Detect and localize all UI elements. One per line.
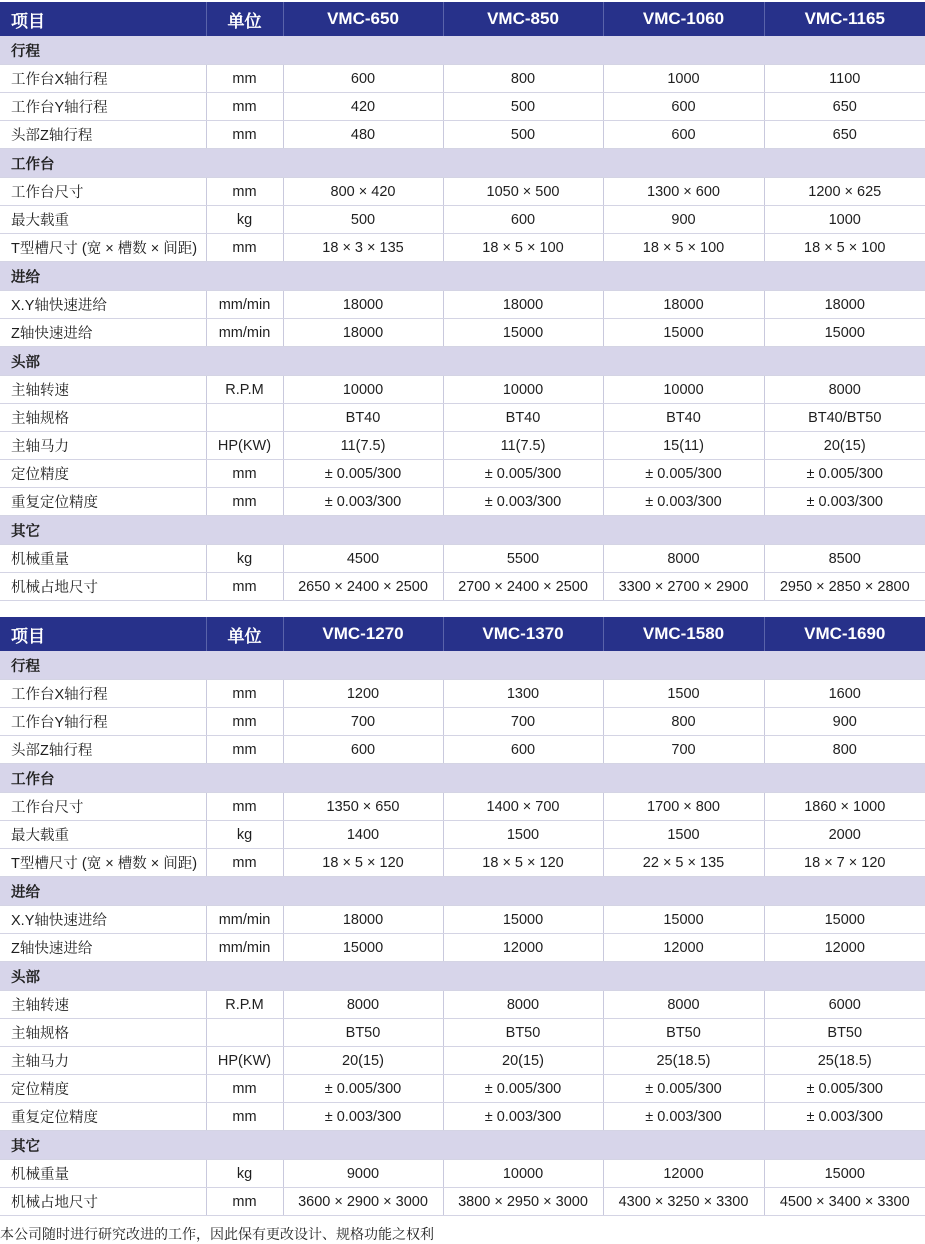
spec-value: ± 0.003/300 (283, 1103, 443, 1131)
spec-name: 主轴马力 (0, 432, 206, 460)
table-row (0, 680, 925, 708)
spec-unit (206, 404, 283, 432)
spec-value: 15000 (764, 1160, 925, 1188)
spec-value: 500 (283, 206, 443, 234)
section-row (0, 262, 925, 291)
section-row (0, 962, 925, 991)
section-row (0, 877, 925, 906)
spec-value: ± 0.003/300 (283, 488, 443, 516)
spec-value: 650 (764, 121, 925, 149)
spec-value: ± 0.003/300 (764, 1103, 925, 1131)
spec-value: 1300 (443, 680, 603, 708)
spec-unit: mm (206, 736, 283, 764)
spec-value: 600 (443, 206, 603, 234)
table-row (0, 460, 925, 488)
table-row (0, 121, 925, 149)
table-row (0, 1160, 925, 1188)
spec-name: 主轴转速 (0, 376, 206, 404)
section-title: 头部 (0, 962, 925, 991)
spec-value: ± 0.003/300 (443, 1103, 603, 1131)
section-row (0, 764, 925, 793)
spec-value: 20(15) (764, 432, 925, 460)
spec-value: 18 × 5 × 120 (443, 849, 603, 877)
spec-value: 12000 (603, 934, 764, 962)
spec-value: 600 (603, 93, 764, 121)
spec-value: BT50 (283, 1019, 443, 1047)
spec-value: 15(11) (603, 432, 764, 460)
spec-unit: kg (206, 545, 283, 573)
spec-name: 头部Z轴行程 (0, 121, 206, 149)
spec-value: 8000 (283, 991, 443, 1019)
spec-value: 480 (283, 121, 443, 149)
spec-name: X.Y轴快速进给 (0, 906, 206, 934)
spec-value: 18000 (283, 291, 443, 319)
spec-table-body (0, 617, 925, 1216)
spec-value: ± 0.005/300 (443, 460, 603, 488)
spec-value: 18 × 5 × 100 (603, 234, 764, 262)
spec-unit: HP(KW) (206, 1047, 283, 1075)
table-row (0, 376, 925, 404)
section-title: 进给 (0, 262, 925, 291)
table-row (0, 1047, 925, 1075)
spec-value: BT40 (283, 404, 443, 432)
spec-unit: mm (206, 1188, 283, 1216)
spec-value: 1300 × 600 (603, 178, 764, 206)
spec-unit: mm/min (206, 906, 283, 934)
spec-name: 最大载重 (0, 821, 206, 849)
spec-value: ± 0.003/300 (603, 1103, 764, 1131)
spec-unit: kg (206, 821, 283, 849)
spec-name: 重复定位精度 (0, 1103, 206, 1131)
spec-value: 1050 × 500 (443, 178, 603, 206)
spec-value: 9000 (283, 1160, 443, 1188)
table-row (0, 708, 925, 736)
spec-table-2 (0, 617, 925, 1216)
spec-name: 工作台尺寸 (0, 793, 206, 821)
spec-value: 500 (443, 93, 603, 121)
spec-unit: mm (206, 65, 283, 93)
spec-value: 2000 (764, 821, 925, 849)
section-row (0, 149, 925, 178)
spec-unit: mm (206, 121, 283, 149)
spec-value: 22 × 5 × 135 (603, 849, 764, 877)
header-unit: 单位 (206, 617, 283, 651)
spec-value: BT50 (764, 1019, 925, 1047)
spec-value: ± 0.005/300 (764, 460, 925, 488)
spec-value: 6000 (764, 991, 925, 1019)
spec-value: ± 0.005/300 (603, 1075, 764, 1103)
table-row (0, 404, 925, 432)
spec-table-1 (0, 2, 925, 601)
table-row (0, 1075, 925, 1103)
spec-value: ± 0.003/300 (443, 488, 603, 516)
spec-value: 8500 (764, 545, 925, 573)
table-row (0, 291, 925, 319)
spec-unit: mm (206, 793, 283, 821)
table-row (0, 234, 925, 262)
header-item: 项目 (0, 2, 206, 36)
spec-name: Z轴快速进给 (0, 934, 206, 962)
spec-name: 主轴转速 (0, 991, 206, 1019)
section-title: 行程 (0, 651, 925, 680)
spec-name: 头部Z轴行程 (0, 736, 206, 764)
spec-value: 600 (443, 736, 603, 764)
spec-unit: mm (206, 178, 283, 206)
section-title: 头部 (0, 347, 925, 376)
spec-unit (206, 1019, 283, 1047)
spec-name: 定位精度 (0, 1075, 206, 1103)
spec-name: 工作台X轴行程 (0, 65, 206, 93)
spec-value: BT40 (443, 404, 603, 432)
spec-value: 12000 (764, 934, 925, 962)
spec-value: 8000 (443, 991, 603, 1019)
spec-value: 25(18.5) (764, 1047, 925, 1075)
spec-unit: mm (206, 1103, 283, 1131)
spec-value: 10000 (443, 1160, 603, 1188)
spec-value: ± 0.003/300 (603, 488, 764, 516)
spec-value: 1000 (603, 65, 764, 93)
spec-unit: mm (206, 460, 283, 488)
spec-name: 工作台尺寸 (0, 178, 206, 206)
table-row (0, 178, 925, 206)
header-model: VMC-1060 (603, 2, 764, 36)
spec-value: 15000 (603, 906, 764, 934)
spec-value: 1400 × 700 (443, 793, 603, 821)
spec-value: 15000 (764, 906, 925, 934)
header-row (0, 617, 925, 651)
spec-name: 工作台Y轴行程 (0, 93, 206, 121)
spec-value: ± 0.005/300 (603, 460, 764, 488)
spec-value: 1000 (764, 206, 925, 234)
spec-unit: mm/min (206, 291, 283, 319)
header-model: VMC-1370 (443, 617, 603, 651)
table-row (0, 906, 925, 934)
header-model: VMC-1690 (764, 617, 925, 651)
spec-unit: mm/min (206, 934, 283, 962)
spec-value: 15000 (603, 319, 764, 347)
header-item: 项目 (0, 617, 206, 651)
table-row (0, 849, 925, 877)
spec-value: 15000 (764, 319, 925, 347)
spec-value: 3300 × 2700 × 2900 (603, 573, 764, 601)
spec-value: 800 (764, 736, 925, 764)
spec-value: 15000 (283, 934, 443, 962)
spec-value: 1200 (283, 680, 443, 708)
spec-name: 定位精度 (0, 460, 206, 488)
spec-value: 3600 × 2900 × 3000 (283, 1188, 443, 1216)
table-row (0, 573, 925, 601)
spec-name: 工作台Y轴行程 (0, 708, 206, 736)
spec-name: 机械占地尺寸 (0, 1188, 206, 1216)
spec-unit: mm (206, 680, 283, 708)
spec-name: 主轴规格 (0, 404, 206, 432)
spec-value: ± 0.005/300 (764, 1075, 925, 1103)
spec-value: 10000 (603, 376, 764, 404)
spec-value: 8000 (764, 376, 925, 404)
spec-value: BT40/BT50 (764, 404, 925, 432)
spec-name: 机械重量 (0, 545, 206, 573)
spec-name: 主轴马力 (0, 1047, 206, 1075)
table-row (0, 206, 925, 234)
spec-unit: mm (206, 234, 283, 262)
spec-value: 700 (283, 708, 443, 736)
spec-value: 12000 (443, 934, 603, 962)
header-model: VMC-650 (283, 2, 443, 36)
spec-value: 2650 × 2400 × 2500 (283, 573, 443, 601)
spec-value: 18 × 3 × 135 (283, 234, 443, 262)
section-title: 进给 (0, 877, 925, 906)
spec-unit: R.P.M (206, 376, 283, 404)
table-row (0, 319, 925, 347)
section-row (0, 36, 925, 65)
spec-value: 18 × 5 × 120 (283, 849, 443, 877)
header-model: VMC-1165 (764, 2, 925, 36)
spec-name: 最大载重 (0, 206, 206, 234)
spec-value: BT50 (443, 1019, 603, 1047)
section-title: 其它 (0, 1131, 925, 1160)
spec-value: 4300 × 3250 × 3300 (603, 1188, 764, 1216)
spec-name: 主轴规格 (0, 1019, 206, 1047)
spec-value: 15000 (443, 906, 603, 934)
section-title: 工作台 (0, 764, 925, 793)
spec-unit: mm (206, 1075, 283, 1103)
spec-value: 18000 (603, 291, 764, 319)
spec-value: 600 (603, 121, 764, 149)
table-row (0, 432, 925, 460)
table-row (0, 991, 925, 1019)
spec-value: 800 (443, 65, 603, 93)
spec-value: 600 (283, 736, 443, 764)
spec-value: ± 0.005/300 (283, 460, 443, 488)
header-model: VMC-1270 (283, 617, 443, 651)
spec-value: 1500 (443, 821, 603, 849)
spec-name: T型槽尺寸 (宽 × 槽数 × 间距) (0, 234, 206, 262)
spec-value: 1100 (764, 65, 925, 93)
spec-value: 18000 (283, 319, 443, 347)
spec-value: 600 (283, 65, 443, 93)
table-row (0, 1103, 925, 1131)
table-row (0, 488, 925, 516)
spec-value: BT40 (603, 404, 764, 432)
table-row (0, 934, 925, 962)
section-row (0, 516, 925, 545)
spec-unit: R.P.M (206, 991, 283, 1019)
section-title: 工作台 (0, 149, 925, 178)
section-row (0, 651, 925, 680)
spec-unit: mm (206, 93, 283, 121)
spec-unit: HP(KW) (206, 432, 283, 460)
spec-unit: mm (206, 849, 283, 877)
spec-value: 18000 (764, 291, 925, 319)
spec-value: 5500 (443, 545, 603, 573)
spec-value: ± 0.005/300 (443, 1075, 603, 1103)
spec-value: 2950 × 2850 × 2800 (764, 573, 925, 601)
spec-value: 1500 (603, 821, 764, 849)
spec-value: 10000 (443, 376, 603, 404)
spec-value: 1700 × 800 (603, 793, 764, 821)
spec-value: 18 × 5 × 100 (764, 234, 925, 262)
spec-value: 4500 × 3400 × 3300 (764, 1188, 925, 1216)
spec-unit: mm/min (206, 319, 283, 347)
spec-value: 1600 (764, 680, 925, 708)
spec-value: 900 (603, 206, 764, 234)
table-row (0, 736, 925, 764)
table-row (0, 793, 925, 821)
spec-value: 25(18.5) (603, 1047, 764, 1075)
spec-value: 700 (603, 736, 764, 764)
spec-value: 3800 × 2950 × 3000 (443, 1188, 603, 1216)
header-model: VMC-1580 (603, 617, 764, 651)
spec-name: Z轴快速进给 (0, 319, 206, 347)
spec-value: 420 (283, 93, 443, 121)
spec-name: 机械占地尺寸 (0, 573, 206, 601)
section-row (0, 347, 925, 376)
spec-value: 1400 (283, 821, 443, 849)
spec-value: 650 (764, 93, 925, 121)
spec-value: 20(15) (283, 1047, 443, 1075)
spec-name: T型槽尺寸 (宽 × 槽数 × 间距) (0, 849, 206, 877)
section-row (0, 1131, 925, 1160)
spec-unit: mm (206, 488, 283, 516)
table-row (0, 821, 925, 849)
spec-unit: mm (206, 573, 283, 601)
header-model: VMC-850 (443, 2, 603, 36)
table-row (0, 65, 925, 93)
spec-value: 1200 × 625 (764, 178, 925, 206)
spec-value: 18 × 7 × 120 (764, 849, 925, 877)
spec-value: 1350 × 650 (283, 793, 443, 821)
spec-value: 11(7.5) (283, 432, 443, 460)
spec-value: 900 (764, 708, 925, 736)
spec-table-body (0, 2, 925, 601)
footnote: 本公司随时进行研究改进的工作，因此保有更改设计、规格功能之权利 (0, 1226, 434, 1242)
spec-value: 18 × 5 × 100 (443, 234, 603, 262)
section-title: 行程 (0, 36, 925, 65)
spec-unit: kg (206, 1160, 283, 1188)
spec-name: X.Y轴快速进给 (0, 291, 206, 319)
spec-value: 1500 (603, 680, 764, 708)
spec-unit: mm (206, 708, 283, 736)
section-title: 其它 (0, 516, 925, 545)
spec-value: 10000 (283, 376, 443, 404)
spec-value: 12000 (603, 1160, 764, 1188)
spec-value: 20(15) (443, 1047, 603, 1075)
table-row (0, 1019, 925, 1047)
spec-value: 500 (443, 121, 603, 149)
spec-value: BT50 (603, 1019, 764, 1047)
table-row (0, 545, 925, 573)
spec-name: 工作台X轴行程 (0, 680, 206, 708)
spec-unit: kg (206, 206, 283, 234)
spec-name: 机械重量 (0, 1160, 206, 1188)
spec-value: 700 (443, 708, 603, 736)
spec-name: 重复定位精度 (0, 488, 206, 516)
spec-value: ± 0.005/300 (283, 1075, 443, 1103)
spec-value: 800 × 420 (283, 178, 443, 206)
spec-value: 800 (603, 708, 764, 736)
spec-value: 18000 (443, 291, 603, 319)
spec-value: 4500 (283, 545, 443, 573)
table-row (0, 1188, 925, 1216)
spec-value: 8000 (603, 991, 764, 1019)
header-row (0, 2, 925, 36)
table-row (0, 93, 925, 121)
spec-value: 15000 (443, 319, 603, 347)
spec-value: ± 0.003/300 (764, 488, 925, 516)
spec-value: 18000 (283, 906, 443, 934)
spec-value: 11(7.5) (443, 432, 603, 460)
spec-value: 1860 × 1000 (764, 793, 925, 821)
spec-value: 2700 × 2400 × 2500 (443, 573, 603, 601)
header-unit: 单位 (206, 2, 283, 36)
spec-value: 8000 (603, 545, 764, 573)
